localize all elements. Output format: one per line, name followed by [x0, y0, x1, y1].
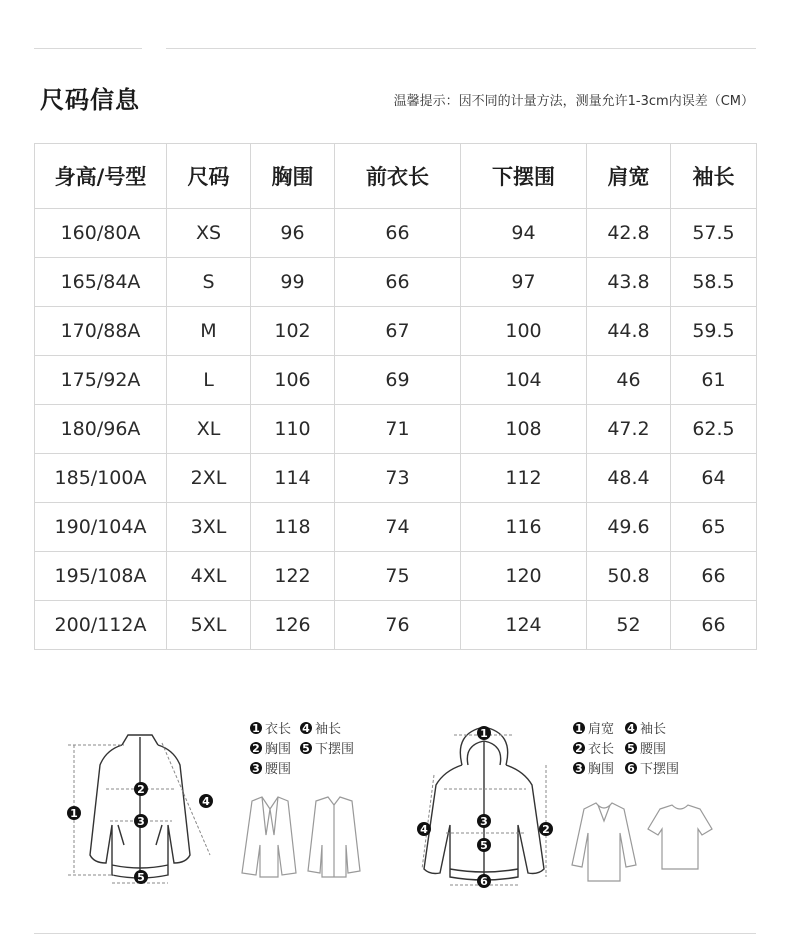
svg-text:5: 5 [480, 839, 488, 852]
legend-label: 肩宽 [588, 722, 615, 737]
table-cell: 66 [335, 209, 461, 258]
blazer-icon [242, 797, 296, 877]
table-cell: 47.2 [587, 405, 671, 454]
header-sleeve: 袖长 [671, 144, 757, 209]
legend-label: 胸围 [265, 742, 292, 757]
svg-text:3: 3 [575, 762, 583, 775]
size-table [34, 143, 757, 650]
table-cell: 94 [461, 209, 587, 258]
table-cell: 97 [461, 258, 587, 307]
table-cell: 71 [335, 405, 461, 454]
hoodie-number-markers [417, 726, 553, 888]
table-cell: 75 [335, 552, 461, 601]
legend-label: 下摆围 [640, 762, 680, 777]
table-cell: 185/100A [35, 454, 167, 503]
table-cell: 126 [251, 601, 335, 650]
table-cell: 59.5 [671, 307, 757, 356]
table-cell: 122 [251, 552, 335, 601]
table-cell: 48.4 [587, 454, 671, 503]
table-cell: 50.8 [587, 552, 671, 601]
svg-text:4: 4 [302, 722, 310, 735]
table-cell: 100 [461, 307, 587, 356]
table-cell: 69 [335, 356, 461, 405]
legend-label: 腰围 [640, 742, 667, 757]
table-cell: 170/88A [35, 307, 167, 356]
table-cell: 49.6 [587, 503, 671, 552]
header-height-type: 身高/号型 [35, 144, 167, 209]
table-row [35, 601, 757, 650]
table-cell: 44.8 [587, 307, 671, 356]
page-title: 尺码信息 [40, 86, 140, 114]
legend-label: 胸围 [588, 762, 615, 777]
table-cell: 104 [461, 356, 587, 405]
svg-text:2: 2 [252, 742, 260, 755]
table-cell: 76 [335, 601, 461, 650]
svg-text:3: 3 [480, 815, 488, 828]
table-cell: 2XL [167, 454, 251, 503]
legend-label: 衣长 [588, 742, 615, 757]
table-cell: 116 [461, 503, 587, 552]
table-cell: 118 [251, 503, 335, 552]
table-cell: 73 [335, 454, 461, 503]
zip-jacket-illustration [90, 735, 190, 878]
svg-text:1: 1 [252, 722, 260, 735]
hoodie-illustration [424, 727, 544, 881]
svg-text:2: 2 [137, 783, 145, 796]
table-cell: 195/108A [35, 552, 167, 601]
svg-text:1: 1 [575, 722, 583, 735]
table-row [35, 454, 757, 503]
table-cell: 58.5 [671, 258, 757, 307]
header-size: 尺码 [167, 144, 251, 209]
table-cell: 108 [461, 405, 587, 454]
svg-text:2: 2 [542, 823, 550, 836]
table-cell: 4XL [167, 552, 251, 601]
table-cell: 120 [461, 552, 587, 601]
svg-text:1: 1 [70, 807, 78, 820]
table-cell: 112 [461, 454, 587, 503]
table-cell: 96 [251, 209, 335, 258]
legend-label: 袖长 [640, 722, 667, 737]
svg-text:3: 3 [252, 762, 260, 775]
table-cell: 3XL [167, 503, 251, 552]
header-hem: 下摆围 [461, 144, 587, 209]
table-cell: 102 [251, 307, 335, 356]
table-cell: 43.8 [587, 258, 671, 307]
table-cell: 106 [251, 356, 335, 405]
table-cell: XS [167, 209, 251, 258]
long-sleeve-tee-icon [572, 803, 636, 881]
table-cell: S [167, 258, 251, 307]
legend-label: 袖长 [315, 722, 342, 737]
legend-label: 衣长 [265, 722, 292, 737]
table-cell: 160/80A [35, 209, 167, 258]
table-cell: 165/84A [35, 258, 167, 307]
table-cell: 61 [671, 356, 757, 405]
table-cell: 46 [587, 356, 671, 405]
table-cell: 175/92A [35, 356, 167, 405]
table-header-row [35, 144, 757, 209]
table-cell: XL [167, 405, 251, 454]
table-cell: 74 [335, 503, 461, 552]
table-row [35, 356, 757, 405]
table-row [35, 552, 757, 601]
svg-text:5: 5 [627, 742, 635, 755]
table-cell: 57.5 [671, 209, 757, 258]
table-cell: 65 [671, 503, 757, 552]
measurement-diagram [34, 705, 756, 905]
top-divider-left [34, 48, 142, 49]
table-cell: 190/104A [35, 503, 167, 552]
svg-text:1: 1 [480, 727, 488, 740]
table-cell: L [167, 356, 251, 405]
table-cell: 66 [335, 258, 461, 307]
header-shoulder: 肩宽 [587, 144, 671, 209]
table-cell: 124 [461, 601, 587, 650]
tshirt-icon [648, 805, 712, 869]
table-cell: 114 [251, 454, 335, 503]
table-row [35, 209, 757, 258]
table-cell: 52 [587, 601, 671, 650]
svg-text:5: 5 [302, 742, 310, 755]
table-cell: 200/112A [35, 601, 167, 650]
measurement-tip: 温馨提示：因不同的计量方法，测量允许1-3cm内误差（CM） [393, 94, 754, 109]
header-front-length: 前衣长 [335, 144, 461, 209]
svg-text:4: 4 [420, 823, 428, 836]
svg-text:6: 6 [627, 762, 635, 775]
table-cell: M [167, 307, 251, 356]
legend-label: 下摆围 [315, 742, 355, 757]
svg-text:5: 5 [137, 871, 145, 884]
svg-text:6: 6 [480, 875, 488, 888]
table-row [35, 503, 757, 552]
table-cell: 99 [251, 258, 335, 307]
table-cell: 67 [335, 307, 461, 356]
shirt-icon [308, 797, 360, 877]
jacket-measure-lines [68, 743, 210, 883]
svg-text:3: 3 [137, 815, 145, 828]
header-chest: 胸围 [251, 144, 335, 209]
table-cell: 66 [671, 601, 757, 650]
table-cell: 62.5 [671, 405, 757, 454]
table-row [35, 405, 757, 454]
table-cell: 5XL [167, 601, 251, 650]
table-cell: 42.8 [587, 209, 671, 258]
bottom-divider [34, 933, 756, 934]
table-row [35, 307, 757, 356]
legend-label: 腰围 [265, 762, 292, 777]
svg-text:4: 4 [202, 795, 210, 808]
svg-text:2: 2 [575, 742, 583, 755]
jacket-legend [250, 721, 354, 777]
svg-text:4: 4 [627, 722, 635, 735]
table-cell: 64 [671, 454, 757, 503]
table-cell: 110 [251, 405, 335, 454]
table-row [35, 258, 757, 307]
table-cell: 180/96A [35, 405, 167, 454]
table-cell: 66 [671, 552, 757, 601]
hoodie-legend [573, 721, 679, 777]
top-divider-right [166, 48, 756, 49]
